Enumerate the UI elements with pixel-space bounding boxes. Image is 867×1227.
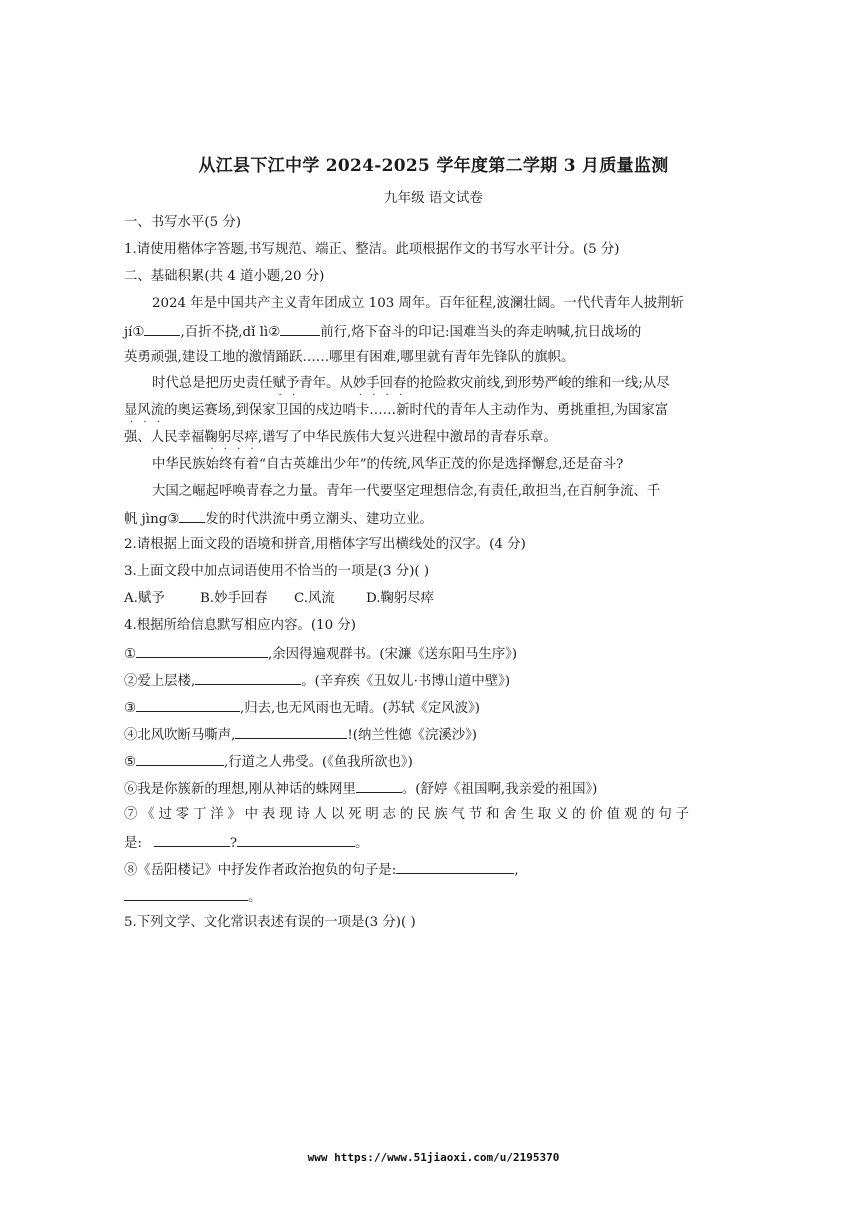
item-text: ? <box>229 836 238 851</box>
recitation-blank[interactable] <box>195 670 301 685</box>
exam-title: 从江县下江中学 2024-2025 学年度第二学期 3 月质量监测 <box>198 156 669 176</box>
answer-blank-2[interactable] <box>280 321 320 336</box>
option-d[interactable]: D.鞠躬尽瘁 <box>366 591 435 606</box>
dotted-char: 尽 <box>231 430 245 445</box>
answer-blank-3[interactable] <box>179 508 205 523</box>
item-text: ⑥我是你簇新的理想,刚从神话的蛛网里 <box>124 782 356 797</box>
passage-text: 的抢险救灾前线,到形势严峻的维和一线;从尽 <box>406 376 670 391</box>
passage-p4-line1: 大国之崛起呼唤青春之力量。青年一代要坚定理想信念,有责任,敢担当,在百舸争流、千 <box>152 484 661 499</box>
dotted-char: 春 <box>393 376 407 391</box>
dotted-char: 妙 <box>352 376 367 391</box>
recitation-blank[interactable] <box>356 778 402 793</box>
recitation-blank[interactable] <box>136 751 224 766</box>
passage-text: 发的时代洪流中勇立潮头、建功立业。 <box>205 512 433 527</box>
dotted-char: 回 <box>379 376 394 391</box>
item-text: ④北风吹断马嘶声, <box>124 728 236 743</box>
passage-text: 的奥运赛场,到保家卫国的戍边哨卡……新时代的青年人主动作为、勇挑重担,为国家富 <box>164 403 669 418</box>
recitation-item-8-line2 <box>124 886 261 908</box>
dotted-char: 予 <box>285 376 300 391</box>
passage-p2-line3 <box>124 428 557 448</box>
question-4: 4.根据所给信息默写相应内容。(10 分) <box>124 618 356 633</box>
dotted-char: 赋 <box>272 376 286 391</box>
section-1-heading: 一、书写水平(5 分) <box>124 215 241 230</box>
recitation-blank[interactable] <box>396 859 514 874</box>
pinyin-blank-2-label: ,百折不挠,dǐ lì② <box>180 325 281 340</box>
dotted-char: 手 <box>366 376 380 391</box>
dotted-char: 瘁 <box>244 430 258 445</box>
passage-p1-line2 <box>124 321 641 343</box>
item-label: ⑤ <box>124 755 137 770</box>
item-text: ⑧《岳阳楼记》中抒发作者政治抱负的句子是: <box>124 863 397 878</box>
passage-p1-line3: 英勇顽强,建设工地的激情踊跃……哪里有困难,哪里就有青年先锋队的旗帜。 <box>124 350 575 365</box>
item-text: 是: <box>124 836 142 851</box>
recitation-item-7-line2 <box>124 832 368 854</box>
passage-p4-line2 <box>124 508 433 530</box>
recitation-item-7-line1: ⑦《过零丁洋》中表现诗人以死明志的民族气节和舍生取义的价值观的句子 <box>124 807 689 822</box>
passage-text: 强、人民幸福 <box>124 430 205 445</box>
recitation-blank[interactable] <box>154 832 230 847</box>
recitation-item-3 <box>124 697 480 719</box>
item-text: ,行道之人弗受。(《鱼我所欲也》) <box>224 755 413 770</box>
recitation-blank[interactable] <box>136 697 240 712</box>
passage-text: ,谱写了中华民族伟大复兴进程中激昂的青春乐章。 <box>257 430 557 445</box>
dotted-char: 风 <box>137 403 151 418</box>
passage-p2-line2 <box>124 401 668 421</box>
dotted-char: 显 <box>124 403 138 418</box>
passage-text: 青年。从 <box>299 376 353 391</box>
question-5: 5.下列文学、文化常识表述有误的一项是(3 分)( ) <box>124 915 416 930</box>
item-text: 。(舒婷《祖国啊,我亲爱的祖国》) <box>401 782 598 797</box>
recitation-item-1 <box>124 643 517 665</box>
item-text: ,归去,也无风雨也无晴。(苏轼《定风波》) <box>240 701 480 716</box>
recitation-item-6 <box>124 778 597 800</box>
passage-text: 时代总是把历史责任 <box>152 376 273 391</box>
passage-p1-line1: 2024 年是中国共产主义青年团成立 103 周年。百年征程,波澜壮阔。一代代青年人披荆斩 <box>152 296 684 311</box>
dotted-char: 躬 <box>217 430 232 445</box>
question-2: 2.请根据上面文段的语境和拼音,用楷体字写出横线处的汉字。(4 分) <box>124 537 526 552</box>
option-b[interactable]: B.妙手回春 <box>200 591 268 606</box>
option-c[interactable]: C.风流 <box>294 591 335 606</box>
exam-subtitle: 九年级 语文试卷 <box>384 190 483 206</box>
pinyin-blank-3-label: 帆 jìng③ <box>124 512 180 527</box>
question-1: 1.请使用楷体字答题,书写规范、端正、整洁。此项根据作文的书写水平计分。(5 分) <box>124 242 620 257</box>
item-label: ① <box>124 647 137 662</box>
section-2-heading: 二、基础积累(共 4 道小题,20 分) <box>124 269 325 284</box>
pinyin-blank-1-label: jí① <box>124 325 145 340</box>
item-text: , <box>514 863 519 878</box>
footer-url[interactable]: www https://www.51jiaoxi.com/u/2195370 <box>307 1151 560 1164</box>
passage-text: 前行,烙下奋斗的印记:国难当头的奔走呐喊,抗日战场的 <box>320 325 642 340</box>
option-a[interactable]: A.赋予 <box>124 591 165 606</box>
question-3: 3.上面文段中加点词语使用不恰当的一项是(3 分)( ) <box>124 564 430 579</box>
item-text: ,余因得遍观群书。(宋濂《送东阳马生序》) <box>268 647 518 662</box>
passage-p2-line1 <box>152 374 670 394</box>
item-text: !(纳兰性德《浣溪沙》) <box>347 728 478 743</box>
recitation-blank[interactable] <box>136 643 268 658</box>
recitation-item-5 <box>124 751 413 773</box>
item-text: ②爱上层楼, <box>124 674 196 689</box>
recitation-blank[interactable] <box>124 886 248 901</box>
answer-blank-1[interactable] <box>144 321 180 336</box>
item-label: ③ <box>124 701 137 716</box>
passage-p3: 中华民族始终有着“自古英雄出少年”的传统,风华正茂的你是选择懈怠,还是奋斗? <box>152 457 624 472</box>
question-3-options <box>124 589 434 609</box>
recitation-item-8-line1 <box>124 859 519 881</box>
recitation-item-4 <box>124 724 477 746</box>
dotted-char: 鞠 <box>204 430 218 445</box>
recitation-blank[interactable] <box>235 724 347 739</box>
recitation-item-2 <box>124 670 510 692</box>
dotted-char: 流 <box>150 403 165 418</box>
item-text: 。(辛弃疾《丑奴儿·书博山道中壁》) <box>301 674 511 689</box>
item-text: 。 <box>355 836 369 851</box>
item-text: 。 <box>248 890 262 905</box>
recitation-blank[interactable] <box>237 832 355 847</box>
